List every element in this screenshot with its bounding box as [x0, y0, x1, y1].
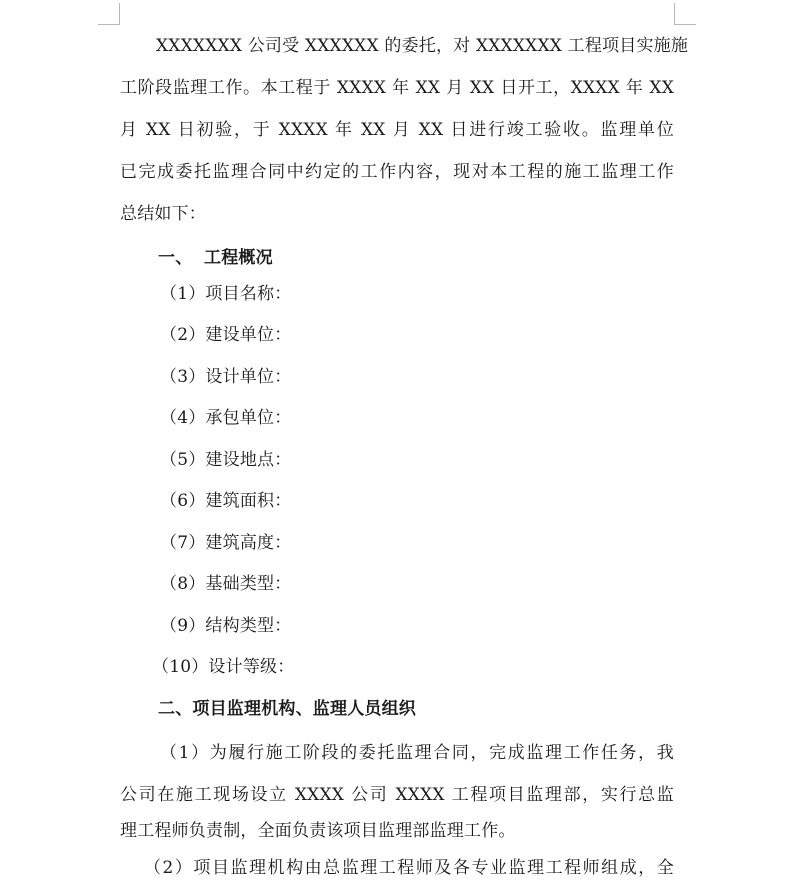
overview-item-owner: （2）建设单位： — [160, 325, 292, 345]
intro-line-5: 总结如下： — [120, 204, 206, 224]
org-para1-line-1: （1）为履行施工阶段的委托监理合同，完成监理工作任务，我 — [160, 743, 674, 763]
overview-item-contractor: （4）承包单位： — [160, 408, 292, 428]
section-heading-1 — [158, 246, 273, 270]
org-para1-line-3: 理工程师负责制，全面负责该项目监理部监理工作。 — [120, 821, 516, 841]
intro-line-1: XXXXXXX 公司受 XXXXXX 的委托，对 XXXXXXX 工程项目实施施 — [156, 36, 689, 56]
org-para2-line-1: （2）项目监理机构由总监理工程师及各专业监理工程师组成，全 — [144, 858, 674, 878]
intro-line-4: 已完成委托监理合同中约定的工作内容，现对本工程的施工监理工作 — [120, 162, 674, 182]
crop-mark-top-left-horizontal — [98, 24, 120, 25]
overview-item-project-name: （1）项目名称： — [160, 284, 292, 304]
overview-item-location: （5）建设地点： — [160, 450, 292, 470]
crop-mark-top-left-vertical — [119, 3, 120, 25]
overview-item-floor-area: （6）建筑面积： — [160, 491, 292, 511]
overview-item-height: （7）建筑高度： — [160, 533, 292, 553]
section-number-1: 一、 — [158, 248, 193, 268]
overview-item-foundation: （8）基础类型： — [160, 574, 292, 594]
section-heading-2: 二、项目监理机构、监理人员组织 — [158, 699, 416, 719]
crop-mark-top-right-horizontal — [674, 24, 696, 25]
intro-line-2: 工阶段监理工作。本工程于 XXXX 年 XX 月 XX 日开工，XXXX 年 XX — [120, 78, 674, 98]
org-para1-line-2: 公司在施工现场设立 XXXX 公司 XXXX 工程项目监理部，实行总监 — [120, 785, 674, 805]
overview-item-structure: （9）结构类型： — [160, 616, 292, 636]
overview-item-design-grade: （10）设计等级： — [152, 657, 295, 677]
crop-mark-top-right-vertical — [674, 3, 675, 25]
intro-line-3: 月 XX 日初验，于 XXXX 年 XX 月 XX 日进行竣工验收。监理单位 — [120, 120, 674, 140]
section-title-1: 工程概况 — [204, 248, 273, 268]
overview-item-designer: （3）设计单位： — [160, 367, 292, 387]
